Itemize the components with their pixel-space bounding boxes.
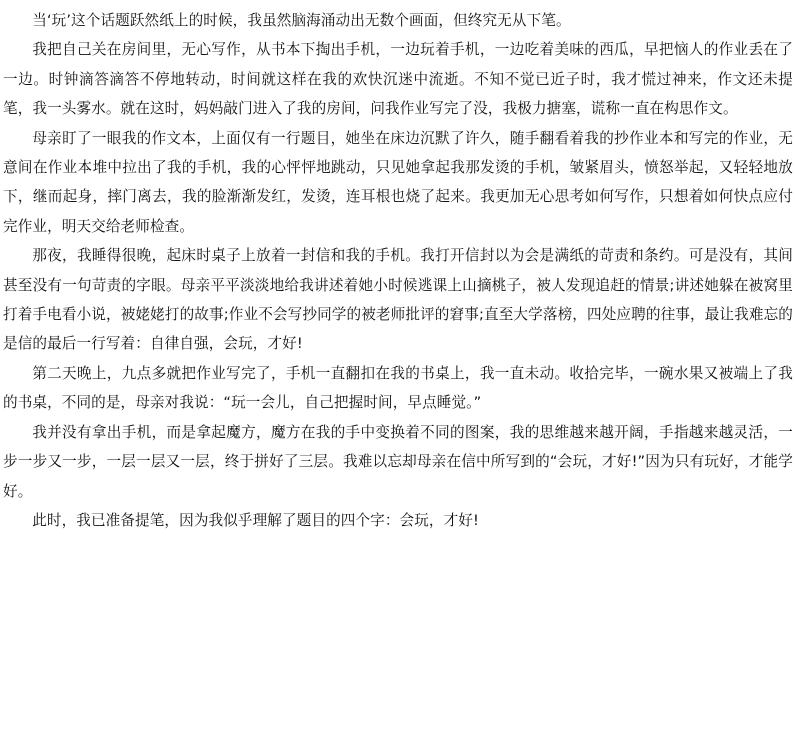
paragraph-6: 我并没有拿出手机，而是拿起魔方，魔方在我的手中变换着不同的图案，我的思维越来越开阔，手指越来越灵活，一步一步又一步，一层一层又一层，终于拼好了三层。我难以忘却母亲在信中所写到的“会玩，才好!”因为只有玩好，才能学好。: [3, 423, 793, 500]
paragraph-2: 我把自己关在房间里，无心写作，从书本下掏出手机，一边玩着手机，一边吃着美味的西瓜，早把恼人的作业丢在了一边。时钟滴答滴答不停地转动，时间就这样在我的欢快沉迷中流逝。不知不觉已近子时，我才慌过神来，作文还未提笔，我一头雾水。就在这时，妈妈敲门进入了我的房间，问我作业写完了没，我极力搪塞，谎称一直在构思作文。: [3, 41, 793, 118]
paragraph-4: 那夜，我睡得很晚，起床时桌子上放着一封信和我的手机。我打开信封以为会是满纸的苛责和条约。可是没有，其间甚至没有一句苛责的字眼。母亲平平淡淡地给我讲述着她小时候逃课上山摘桃子，被人发现追赶的情景;讲述她躲在被窝里打着手电看小说，被姥姥打的故事;作业不会写抄同学的被老师批评的窘事;直至大学落榜，四处应聘的往事，最让我难忘的是信的最后一行写着：自律自强，会玩，才好!: [3, 247, 793, 353]
paragraph-5: 第二天晚上，九点多就把作业写完了，手机一直翻扣在我的书桌上，我一直未动。收拾完毕，一碗水果又被端上了我的书桌，不同的是，母亲对我说：“玩一会儿，自己把握时间，早点睡觉。”: [3, 364, 793, 412]
paragraph-1: 当‘玩’这个话题跃然纸上的时候，我虽然脑海涌动出无数个画面，但终究无从下笔。: [32, 12, 571, 29]
paragraph-7: 此时，我已准备提笔，因为我似乎理解了题目的四个字：会玩，才好!: [32, 511, 479, 529]
paragraph-3: 母亲盯了一眼我的作文本，上面仅有一行题目，她坐在床边沉默了许久，随手翻看着我的抄作业本和写完的作业，无意间在作业本堆中拉出了我的手机，我的心怦怦地跳动，只见她拿起我那发烫的手机，皱紧眉头，愤怒举起，又轻轻地放下，继而起身，摔门离去，我的脸渐渐发红，发烫，连耳根也烧了起来。我更加无心思考如何写作，只想着如何快点应付完作业，明天交给老师检查。: [3, 129, 793, 235]
